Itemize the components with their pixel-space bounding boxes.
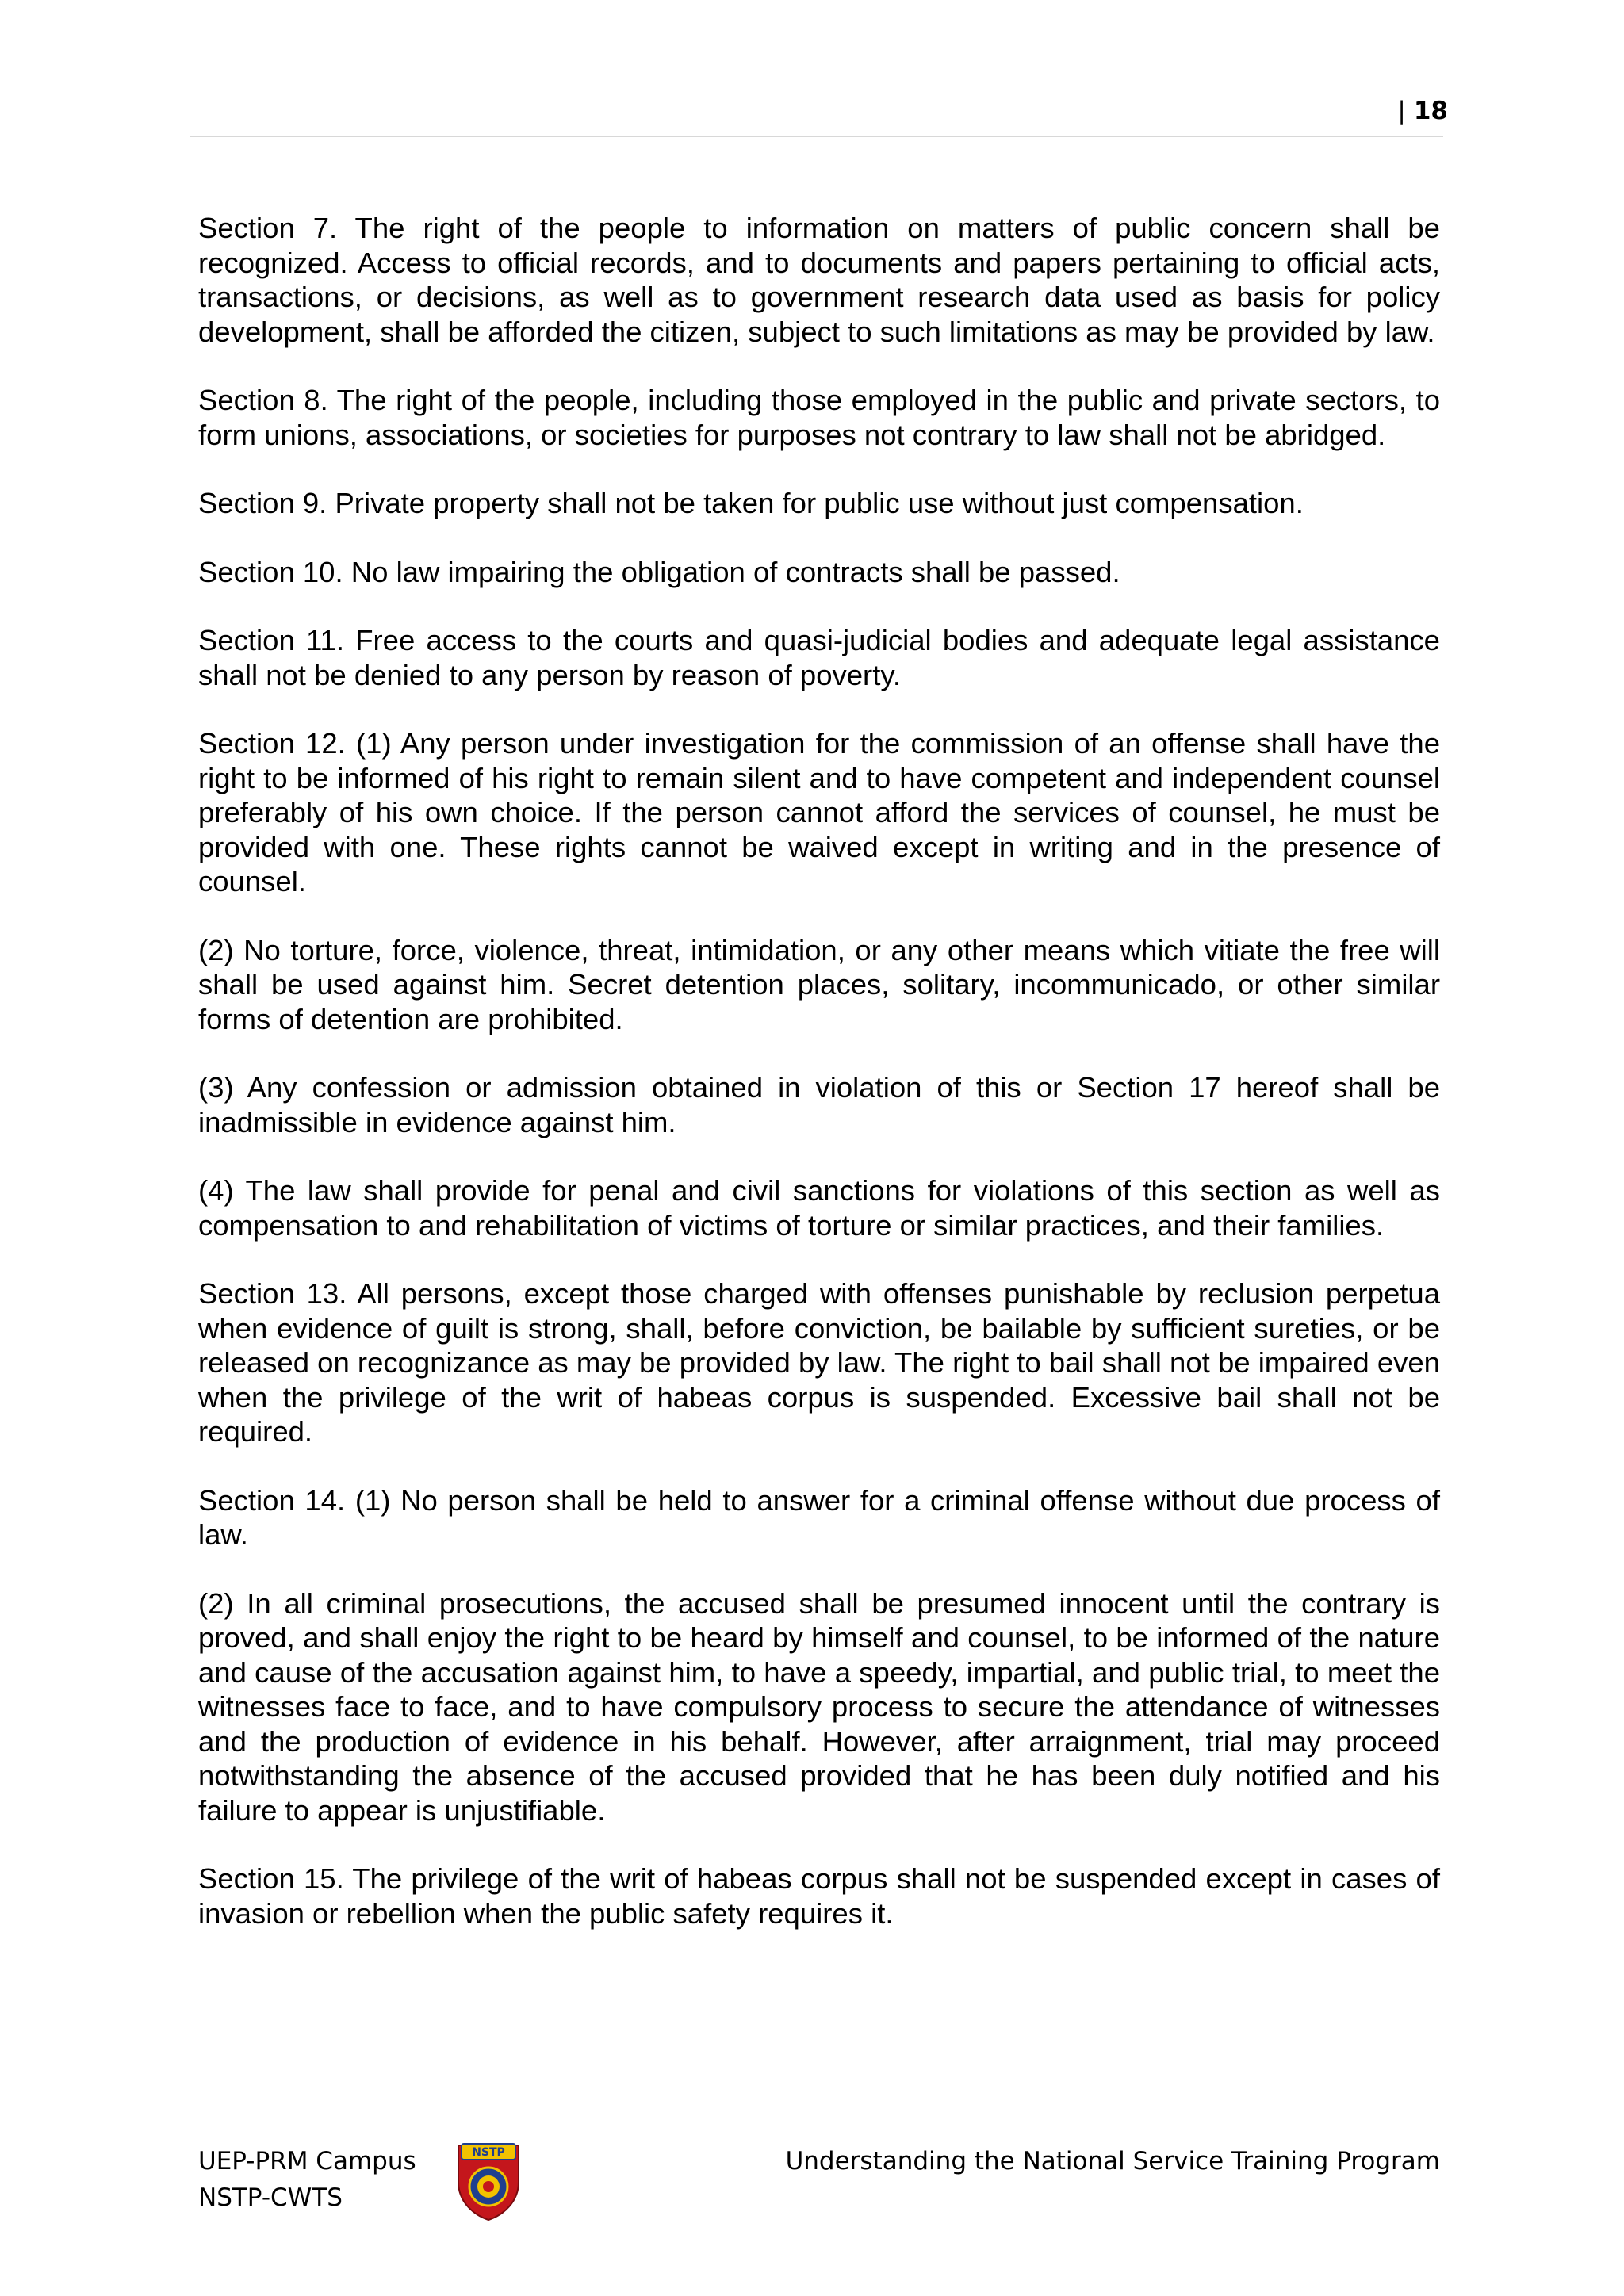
paragraph-section-13: Section 13. All persons, except those charged with offenses punishable by reclusion perpetua when evidence of guilt is strong, shall, before conviction, be bailable by sufficient sureties, or be released on recognizance as may be provided by law. The right to bail shall not be impaired even when the privilege of the writ of habeas corpus is suspended. Excessive bail shall not be required. <box>198 1277 1440 1448</box>
paragraph-section-7: Section 7. The right of the people to information on matters of public concern shall be recognized. Access to official records, and to documents and papers pertaining to official acts, transactions, or decisions, as well as to government research data used as basis for policy development, shall be afforded the citizen, subject to such limitations as may be provided by law. <box>198 212 1440 348</box>
nstp-shield-icon <box>454 2141 523 2221</box>
page-number-value: 18 <box>1413 97 1448 125</box>
header-rule <box>190 136 1443 137</box>
paragraph-section-8: Section 8. The right of the people, including those employed in the public and private sectors, to form unions, associations, or societies for purposes not contrary to law shall not be abridged. <box>198 384 1440 451</box>
logo-text: NSTP <box>472 2146 505 2159</box>
paragraph-section-12-3: (3) Any confession or admission obtained in violation of this or Section 17 hereof shall be inadmissible in evidence against him. <box>198 1071 1440 1138</box>
footer-left <box>198 2143 416 2216</box>
page-number <box>1397 97 1448 125</box>
paragraph-section-9: Section 9. Private property shall not be taken for public use without just compensation. <box>198 487 1304 519</box>
paragraph-section-15: Section 15. The privilege of the writ of habeas corpus shall not be suspended except in cases of invasion or rebellion when the public safety requires it. <box>198 1862 1440 1930</box>
paragraph-section-14-2: (2) In all criminal prosecutions, the accused shall be presumed innocent until the contrary is proved, and shall enjoy the right to be heard by himself and counsel, to be informed of the nature and cause of the accusation against him, to have a speedy, impartial, and public trial, to meet the witnesses face to face, and to have compulsory process to secure the attendance of witnesses and the production of evidence in his behalf. However, after arraignment, trial may proceed notwithstanding the absence of the accused provided that he has been duly notified and his failure to appear is unjustifiable. <box>198 1586 1440 1827</box>
header-separator: | <box>1397 97 1406 125</box>
paragraph-section-12-1: Section 12. (1) Any person under investigation for the commission of an offense shall have the right to be informed of his right to remain silent and to have competent and independent counsel preferably of his own choice. If the person cannot afford the services of counsel, he must be provided with one. These rights cannot be waived except in writing and in the presence of counsel. <box>198 727 1440 897</box>
document-body <box>198 211 1440 1965</box>
paragraph-section-14-1: Section 14. (1) No person shall be held to answer for a criminal offense without due process of law. <box>198 1483 1440 1551</box>
paragraph-section-10: Section 10. No law impairing the obligation of contracts shall be passed. <box>198 555 1120 588</box>
footer-title: Understanding the National Service Training Program <box>785 2147 1440 2175</box>
footer-campus: UEP-PRM Campus <box>198 2147 416 2175</box>
paragraph-section-12-4: (4) The law shall provide for penal and civil sanctions for violations of this section as well as compensation to and rehabilitation of victims of torture or similar practices, and their families. <box>198 1174 1440 1242</box>
paragraph-section-12-2: (2) No torture, force, violence, threat, intimidation, or any other means which vitiate the free will shall be used against him. Secret detention places, solitary, incommunicado, or other similar forms of detention are prohibited. <box>198 933 1440 1035</box>
footer-program: NSTP-CWTS <box>198 2183 343 2212</box>
paragraph-section-11: Section 11. Free access to the courts and quasi-judicial bodies and adequate legal assistance shall not be denied to any person by reason of poverty. <box>198 624 1440 691</box>
